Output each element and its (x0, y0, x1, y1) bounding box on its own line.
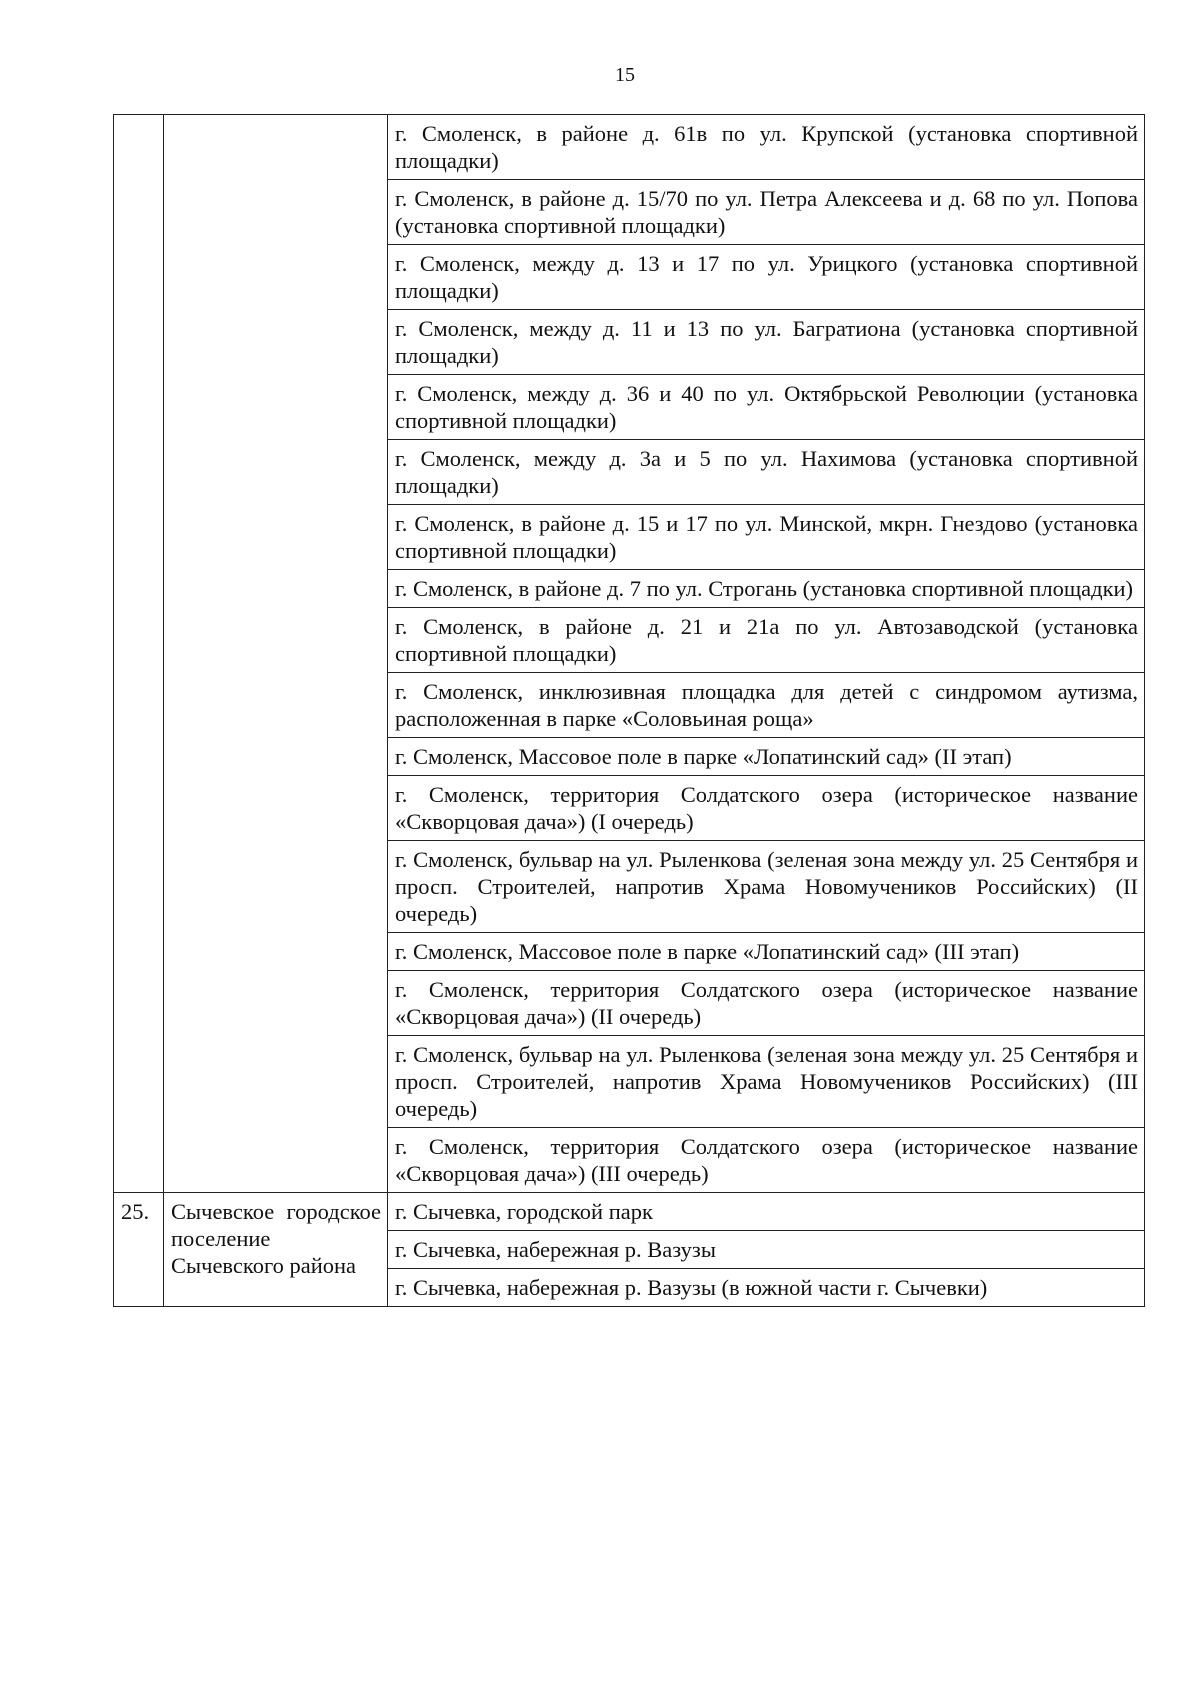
address-cell: г. Сычевка, набережная р. Вазузы (в южной части г. Сычевки) (388, 1269, 1145, 1307)
address-cell: г. Сычевка, набережная р. Вазузы (388, 1231, 1145, 1269)
row-number-cell-continued (114, 115, 164, 1193)
address-cell: г. Смоленск, между д. 3а и 5 по ул. Нахимова (установка спортивной площадки) (388, 440, 1145, 505)
row-number-cell: 25. (114, 1193, 164, 1307)
address-cell: г. Смоленск, территория Солдатского озера (историческое название «Скворцовая дача») (III очередь) (388, 1128, 1145, 1193)
municipality-cell: Сычевское городское поселение Сычевского района (164, 1193, 388, 1307)
address-cell: г. Смоленск, в районе д. 21 и 21а по ул. Автозаводской (установка спортивной площадки) (388, 608, 1145, 673)
address-cell: г. Смоленск, бульвар на ул. Рыленкова (зеленая зона между ул. 25 Сентября и просп. Строителей, напротив Храма Новомучеников Российских) (II очередь) (388, 841, 1145, 933)
page-number: 15 (615, 64, 635, 86)
address-cell: г. Смоленск, инклюзивная площадка для детей с синдромом аутизма, расположенная в парке «Соловьиная роща» (388, 673, 1145, 738)
address-cell: г. Смоленск, Массовое поле в парке «Лопатинский сад» (III этап) (388, 933, 1145, 971)
address-cell: г. Смоленск, Массовое поле в парке «Лопатинский сад» (II этап) (388, 738, 1145, 776)
address-cell: г. Смоленск, в районе д. 15/70 по ул. Петра Алексеева и д. 68 по ул. Попова (установка спортивной площадки) (388, 180, 1145, 245)
object-table (113, 114, 1145, 1307)
table-row (114, 1193, 1145, 1231)
address-cell: г. Смоленск, территория Солдатского озера (историческое название «Скворцовая дача») (I очередь) (388, 776, 1145, 841)
table-body (114, 115, 1145, 1307)
address-cell: г. Сычевка, городской парк (388, 1193, 1145, 1231)
address-cell: г. Смоленск, в районе д. 7 по ул. Строгань (установка спортивной площадки) (388, 570, 1145, 608)
municipality-cell-continued (164, 115, 388, 1193)
table-row (114, 115, 1145, 180)
address-cell: г. Смоленск, между д. 36 и 40 по ул. Октябрьской Революции (установка спортивной площадки) (388, 375, 1145, 440)
address-cell: г. Смоленск, в районе д. 15 и 17 по ул. Минской, мкрн. Гнездово (установка спортивной площадки) (388, 505, 1145, 570)
address-cell: г. Смоленск, в районе д. 61в по ул. Крупской (установка спортивной площадки) (388, 115, 1145, 180)
address-cell: г. Смоленск, между д. 13 и 17 по ул. Урицкого (установка спортивной площадки) (388, 245, 1145, 310)
address-cell: г. Смоленск, бульвар на ул. Рыленкова (зеленая зона между ул. 25 Сентября и просп. Строителей, напротив Храма Новомучеников Российских) (III очередь) (388, 1036, 1145, 1128)
address-cell: г. Смоленск, территория Солдатского озера (историческое название «Скворцовая дача») (II очередь) (388, 971, 1145, 1036)
address-cell: г. Смоленск, между д. 11 и 13 по ул. Багратиона (установка спортивной площадки) (388, 310, 1145, 375)
